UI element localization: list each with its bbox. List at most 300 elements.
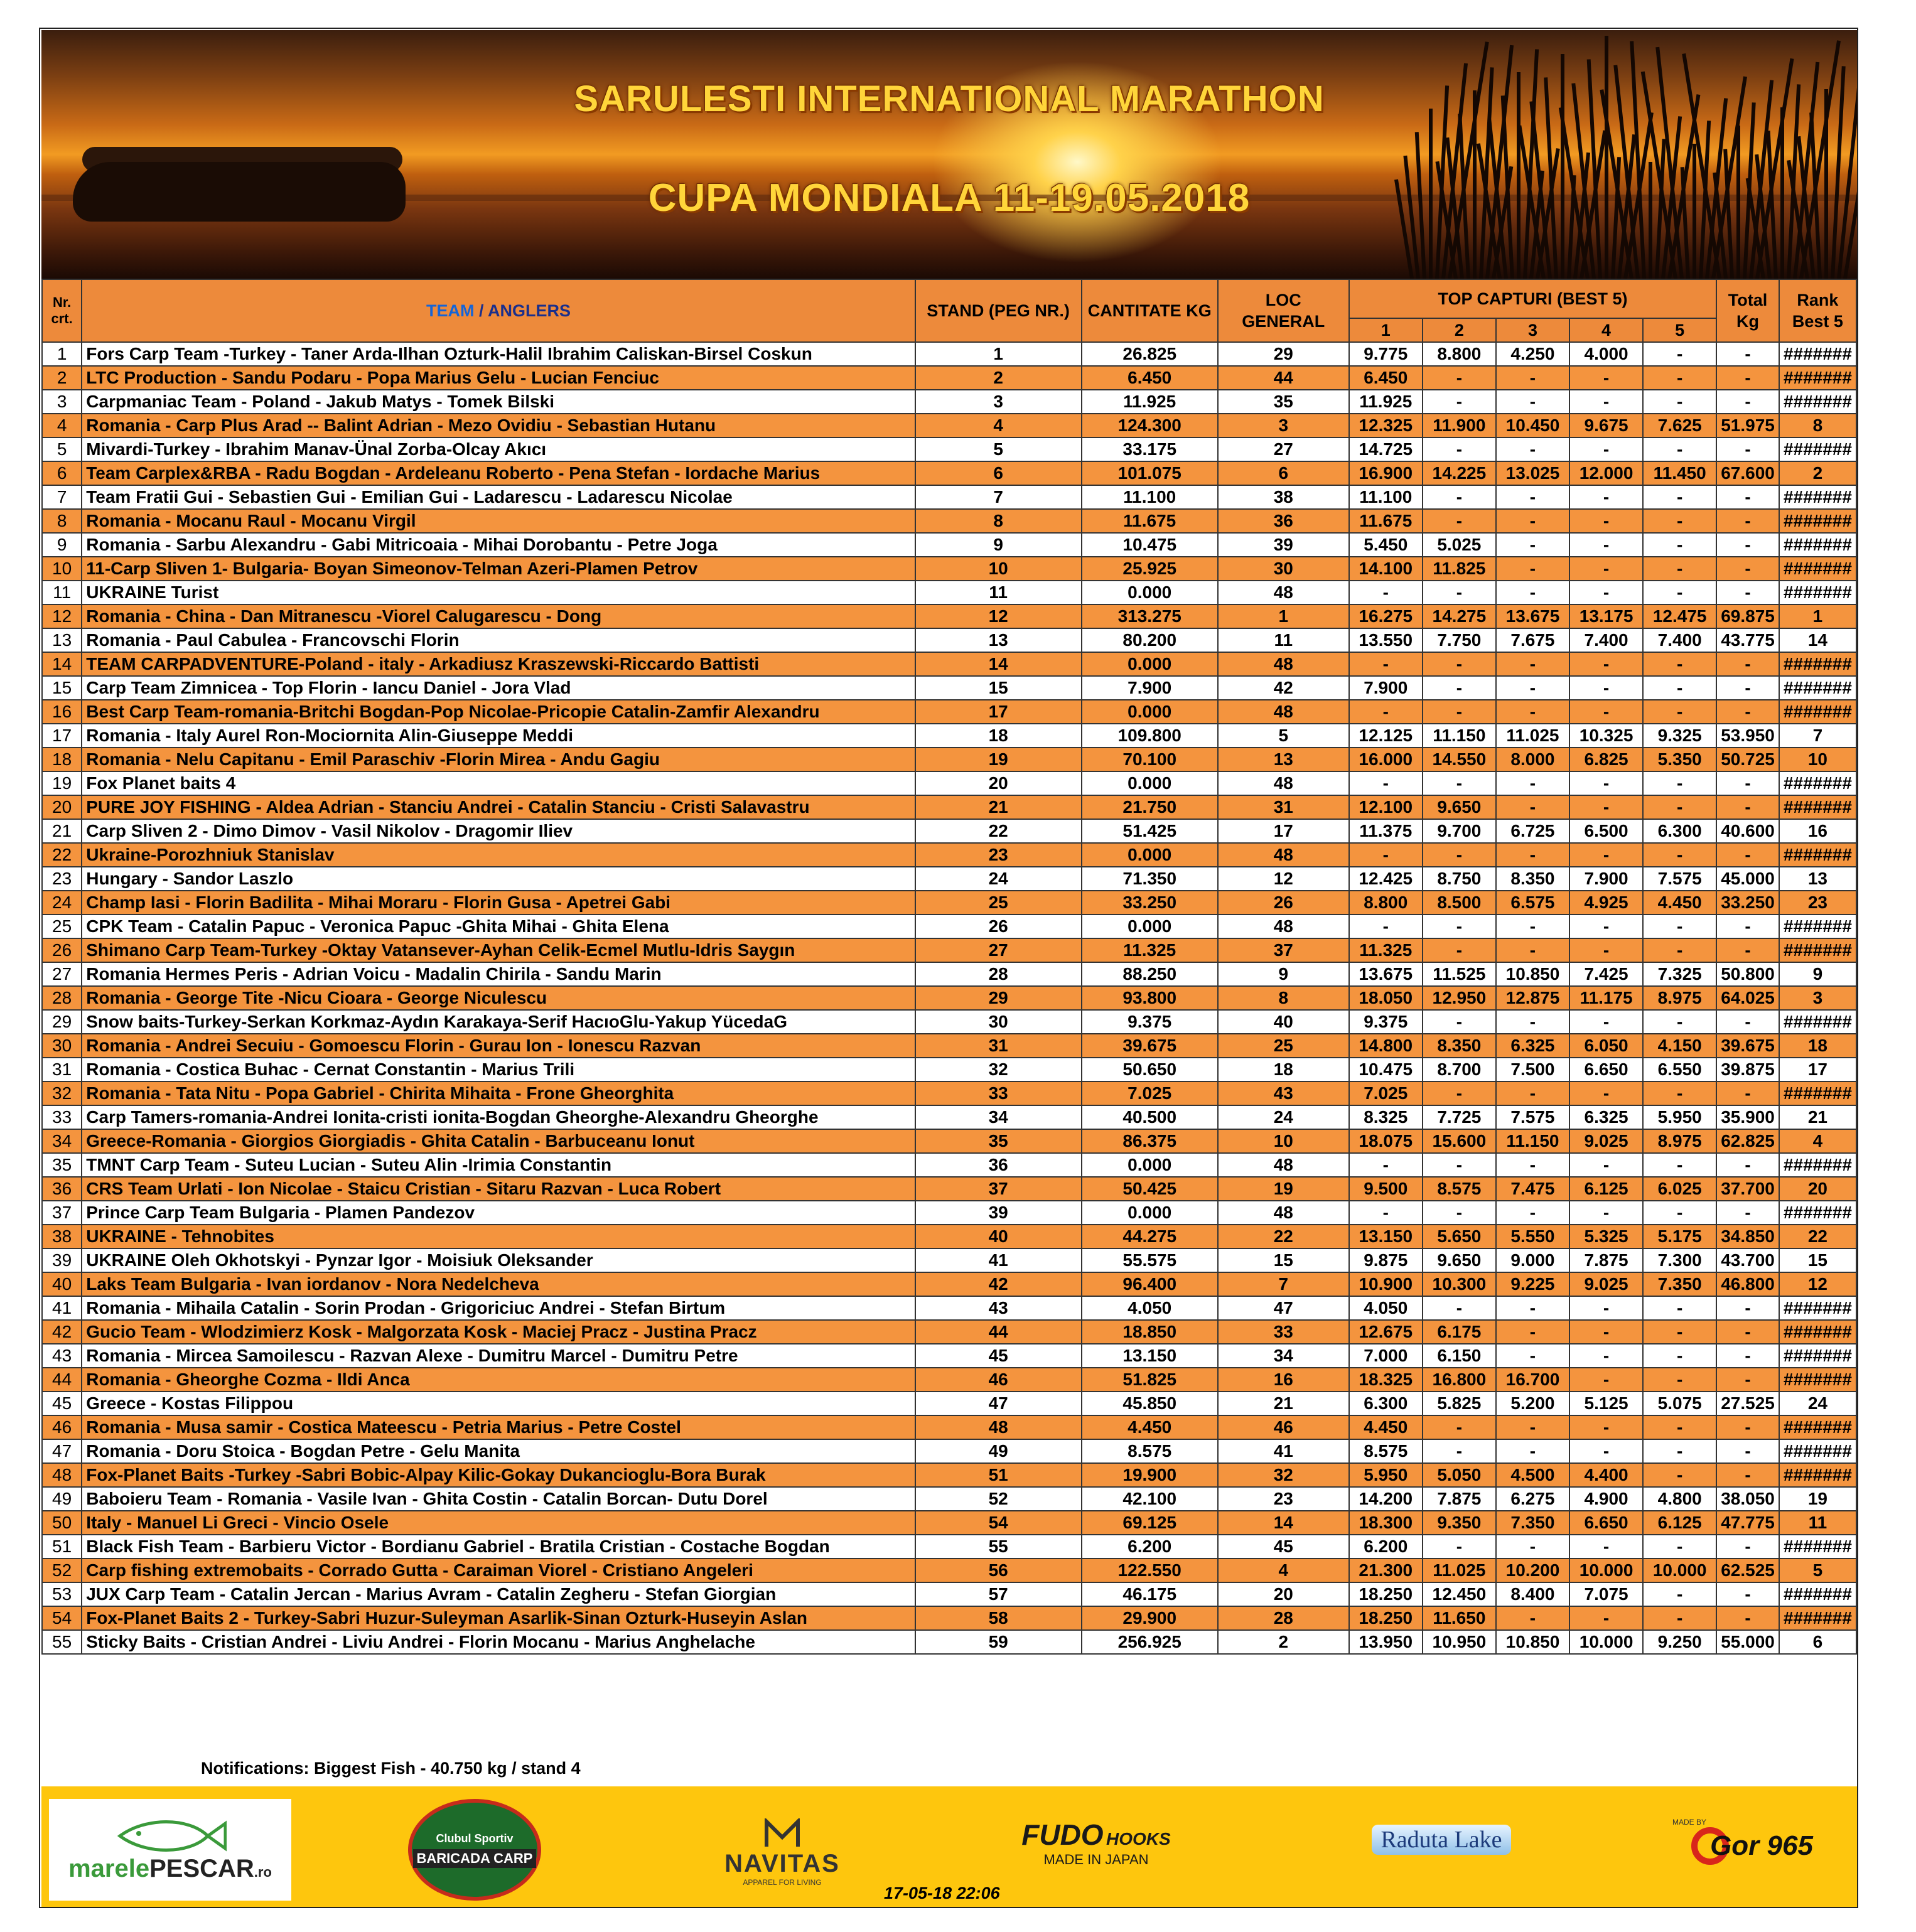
catch-2-cell: 8.800 bbox=[1423, 342, 1496, 366]
fish-icon bbox=[114, 1817, 227, 1855]
catch-3-cell: 11.025 bbox=[1496, 724, 1569, 748]
catch-5-cell: - bbox=[1643, 795, 1716, 819]
catch-3-cell: 10.200 bbox=[1496, 1559, 1569, 1582]
banner-image bbox=[41, 30, 1857, 279]
total-kg-cell: - bbox=[1716, 1153, 1779, 1177]
catch-1-cell: - bbox=[1349, 771, 1423, 795]
catch-5-cell: - bbox=[1643, 938, 1716, 962]
table-row bbox=[42, 557, 1856, 581]
table-row bbox=[42, 795, 1856, 819]
cantitate-cell: 0.000 bbox=[1082, 915, 1218, 938]
catch-1-cell: 13.675 bbox=[1349, 962, 1423, 986]
row-number-cell: 1 bbox=[42, 342, 82, 366]
rank-best5-cell: 22 bbox=[1779, 1225, 1856, 1248]
table-row bbox=[42, 390, 1856, 414]
team-name-cell: Carp Team Zimnicea - Top Florin - Iancu Daniel - Jora Vlad bbox=[82, 676, 915, 700]
catch-2-cell: 9.700 bbox=[1423, 819, 1496, 843]
loc-general-cell: 12 bbox=[1218, 867, 1349, 891]
loc-general-cell: 48 bbox=[1218, 915, 1349, 938]
catch-4-cell: - bbox=[1569, 676, 1643, 700]
stand-cell: 52 bbox=[915, 1487, 1082, 1511]
catch-1-cell: 7.900 bbox=[1349, 676, 1423, 700]
row-number-cell: 27 bbox=[42, 962, 82, 986]
cantitate-cell: 122.550 bbox=[1082, 1559, 1218, 1582]
stand-cell: 22 bbox=[915, 819, 1082, 843]
stand-cell: 37 bbox=[915, 1177, 1082, 1201]
team-name-cell: Romania - Costica Buhac - Cernat Constantin - Marius Trili bbox=[82, 1058, 915, 1081]
loc-general-cell: 45 bbox=[1218, 1535, 1349, 1559]
total-kg-cell: 37.700 bbox=[1716, 1177, 1779, 1201]
header-team bbox=[82, 279, 915, 342]
catch-4-cell: - bbox=[1569, 771, 1643, 795]
team-name-cell: Romania - Musa samir - Costica Mateescu - Petria Marius - Petre Costel bbox=[82, 1415, 915, 1439]
loc-general-cell: 27 bbox=[1218, 437, 1349, 461]
table-row bbox=[42, 1392, 1856, 1415]
catch-1-cell: 8.325 bbox=[1349, 1105, 1423, 1129]
total-kg-cell: - bbox=[1716, 581, 1779, 604]
catch-3-cell: 6.275 bbox=[1496, 1487, 1569, 1511]
total-kg-cell: - bbox=[1716, 676, 1779, 700]
catch-5-cell: - bbox=[1643, 1582, 1716, 1606]
catch-4-cell: 10.000 bbox=[1569, 1630, 1643, 1654]
header-anglers-word: / ANGLERS bbox=[474, 301, 571, 320]
catch-5-cell: - bbox=[1643, 485, 1716, 509]
catch-2-cell: 7.875 bbox=[1423, 1487, 1496, 1511]
catch-1-cell: 16.900 bbox=[1349, 461, 1423, 485]
catch-5-cell: - bbox=[1643, 1463, 1716, 1487]
catch-3-cell: - bbox=[1496, 795, 1569, 819]
rank-best5-cell: ####### bbox=[1779, 1415, 1856, 1439]
team-name-cell: Romania - Gheorghe Cozma - Ildi Anca bbox=[82, 1368, 915, 1392]
catch-1-cell: 4.050 bbox=[1349, 1296, 1423, 1320]
team-name-cell: Black Fish Team - Barbieru Victor - Bordianu Gabriel - Bratila Cristian - Costache Bogdan bbox=[82, 1535, 915, 1559]
table-row bbox=[42, 962, 1856, 986]
loc-general-cell: 32 bbox=[1218, 1463, 1349, 1487]
catch-2-cell: - bbox=[1423, 1081, 1496, 1105]
loc-general-cell: 40 bbox=[1218, 1010, 1349, 1034]
catch-2-cell: - bbox=[1423, 390, 1496, 414]
team-name-cell: Fox-Planet Baits -Turkey -Sabri Bobic-Alpay Kilic-Gokay Dukancioglu-Bora Burak bbox=[82, 1463, 915, 1487]
team-name-cell: Best Carp Team-romania-Britchi Bogdan-Pop Nicolae-Pricopie Catalin-Zamfir Alexandru bbox=[82, 700, 915, 724]
header-catch-1: 1 bbox=[1349, 318, 1423, 342]
catch-2-cell: - bbox=[1423, 915, 1496, 938]
total-kg-cell: 39.875 bbox=[1716, 1058, 1779, 1081]
table-row bbox=[42, 1225, 1856, 1248]
stand-cell: 28 bbox=[915, 962, 1082, 986]
catch-3-cell: 7.500 bbox=[1496, 1058, 1569, 1081]
table-row bbox=[42, 1058, 1856, 1081]
row-number-cell: 11 bbox=[42, 581, 82, 604]
stand-cell: 15 bbox=[915, 676, 1082, 700]
cantitate-cell: 93.800 bbox=[1082, 986, 1218, 1010]
total-kg-cell: - bbox=[1716, 1368, 1779, 1392]
catch-3-cell: 4.250 bbox=[1496, 342, 1569, 366]
catch-2-cell: - bbox=[1423, 938, 1496, 962]
catch-5-cell: - bbox=[1643, 1439, 1716, 1463]
cantitate-cell: 6.200 bbox=[1082, 1535, 1218, 1559]
stand-cell: 35 bbox=[915, 1129, 1082, 1153]
cantitate-cell: 96.400 bbox=[1082, 1272, 1218, 1296]
catch-1-cell: 14.725 bbox=[1349, 437, 1423, 461]
catch-4-cell: 9.025 bbox=[1569, 1272, 1643, 1296]
rank-best5-cell: 5 bbox=[1779, 1559, 1856, 1582]
stand-cell: 48 bbox=[915, 1415, 1082, 1439]
total-kg-cell: - bbox=[1716, 342, 1779, 366]
rank-best5-cell: 20 bbox=[1779, 1177, 1856, 1201]
team-name-cell: LTC Production - Sandu Podaru - Popa Marius Gelu - Lucian Fenciuc bbox=[82, 366, 915, 390]
catch-3-cell: 13.025 bbox=[1496, 461, 1569, 485]
rank-best5-cell: ####### bbox=[1779, 1368, 1856, 1392]
catch-3-cell: - bbox=[1496, 1415, 1569, 1439]
rank-best5-cell: 1 bbox=[1779, 604, 1856, 628]
table-row bbox=[42, 986, 1856, 1010]
row-number-cell: 31 bbox=[42, 1058, 82, 1081]
stand-cell: 13 bbox=[915, 628, 1082, 652]
catch-4-cell: 5.325 bbox=[1569, 1225, 1643, 1248]
row-number-cell: 6 bbox=[42, 461, 82, 485]
catch-3-cell: - bbox=[1496, 1010, 1569, 1034]
team-name-cell: UKRAINE Turist bbox=[82, 581, 915, 604]
stand-cell: 17 bbox=[915, 700, 1082, 724]
stand-cell: 34 bbox=[915, 1105, 1082, 1129]
total-kg-cell: 62.825 bbox=[1716, 1129, 1779, 1153]
catch-5-cell: - bbox=[1643, 1368, 1716, 1392]
team-name-cell: Carp fishing extremobaits - Corrado Gutta - Caraiman Viorel - Cristiano Angeleri bbox=[82, 1559, 915, 1582]
catch-3-cell: 9.000 bbox=[1496, 1248, 1569, 1272]
stand-cell: 30 bbox=[915, 1010, 1082, 1034]
catch-4-cell: - bbox=[1569, 1296, 1643, 1320]
loc-general-cell: 6 bbox=[1218, 461, 1349, 485]
stand-cell: 43 bbox=[915, 1296, 1082, 1320]
stand-cell: 42 bbox=[915, 1272, 1082, 1296]
table-row bbox=[42, 461, 1856, 485]
catch-4-cell: - bbox=[1569, 390, 1643, 414]
catch-1-cell: 5.950 bbox=[1349, 1463, 1423, 1487]
row-number-cell: 45 bbox=[42, 1392, 82, 1415]
catch-2-cell: 12.950 bbox=[1423, 986, 1496, 1010]
catch-3-cell: 6.575 bbox=[1496, 891, 1569, 915]
catch-2-cell: 8.575 bbox=[1423, 1177, 1496, 1201]
cantitate-cell: 80.200 bbox=[1082, 628, 1218, 652]
catch-4-cell: - bbox=[1569, 1368, 1643, 1392]
stand-cell: 8 bbox=[915, 509, 1082, 533]
catch-3-cell: 8.350 bbox=[1496, 867, 1569, 891]
rank-best5-cell: 21 bbox=[1779, 1105, 1856, 1129]
stand-cell: 6 bbox=[915, 461, 1082, 485]
catch-2-cell: 7.750 bbox=[1423, 628, 1496, 652]
catch-1-cell: 18.075 bbox=[1349, 1129, 1423, 1153]
catch-4-cell: 6.325 bbox=[1569, 1105, 1643, 1129]
loc-general-cell: 30 bbox=[1218, 557, 1349, 581]
total-kg-cell: - bbox=[1716, 390, 1779, 414]
catch-2-cell: 8.500 bbox=[1423, 891, 1496, 915]
catch-5-cell: 7.575 bbox=[1643, 867, 1716, 891]
cantitate-cell: 40.500 bbox=[1082, 1105, 1218, 1129]
catch-5-cell: 4.450 bbox=[1643, 891, 1716, 915]
catch-1-cell: 12.125 bbox=[1349, 724, 1423, 748]
row-number-cell: 7 bbox=[42, 485, 82, 509]
table-row bbox=[42, 485, 1856, 509]
total-kg-cell: 46.800 bbox=[1716, 1272, 1779, 1296]
catch-4-cell: 6.050 bbox=[1569, 1034, 1643, 1058]
navitas-mark-icon bbox=[763, 1818, 801, 1850]
table-row bbox=[42, 700, 1856, 724]
catch-2-cell: 11.825 bbox=[1423, 557, 1496, 581]
loc-general-cell: 21 bbox=[1218, 1392, 1349, 1415]
team-name-cell: Mivardi-Turkey - Ibrahim Manav-Ünal Zorba-Olcay Akıcı bbox=[82, 437, 915, 461]
catch-5-cell: 8.975 bbox=[1643, 1129, 1716, 1153]
catch-4-cell: 7.875 bbox=[1569, 1248, 1643, 1272]
catch-2-cell: 8.350 bbox=[1423, 1034, 1496, 1058]
catch-2-cell: - bbox=[1423, 1535, 1496, 1559]
row-number-cell: 30 bbox=[42, 1034, 82, 1058]
row-number-cell: 48 bbox=[42, 1463, 82, 1487]
team-name-cell: Romania - Paul Cabulea - Francovschi Florin bbox=[82, 628, 915, 652]
catch-5-cell: 9.250 bbox=[1643, 1630, 1716, 1654]
cantitate-cell: 256.925 bbox=[1082, 1630, 1218, 1654]
row-number-cell: 8 bbox=[42, 509, 82, 533]
stand-cell: 5 bbox=[915, 437, 1082, 461]
catch-2-cell: 14.550 bbox=[1423, 748, 1496, 771]
row-number-cell: 33 bbox=[42, 1105, 82, 1129]
team-name-cell: Romania - Carp Plus Arad -- Balint Adrian - Mezo Ovidiu - Sebastian Hutanu bbox=[82, 414, 915, 437]
stand-cell: 19 bbox=[915, 748, 1082, 771]
loc-general-cell: 13 bbox=[1218, 748, 1349, 771]
total-kg-cell: - bbox=[1716, 771, 1779, 795]
cantitate-cell: 44.275 bbox=[1082, 1225, 1218, 1248]
catch-4-cell: 10.325 bbox=[1569, 724, 1643, 748]
total-kg-cell: - bbox=[1716, 533, 1779, 557]
total-kg-cell: 51.975 bbox=[1716, 414, 1779, 437]
cantitate-cell: 29.900 bbox=[1082, 1606, 1218, 1630]
loc-general-cell: 48 bbox=[1218, 1201, 1349, 1225]
table-row bbox=[42, 1439, 1856, 1463]
loc-general-cell: 11 bbox=[1218, 628, 1349, 652]
cantitate-cell: 4.050 bbox=[1082, 1296, 1218, 1320]
catch-5-cell: - bbox=[1643, 1081, 1716, 1105]
row-number-cell: 51 bbox=[42, 1535, 82, 1559]
catch-4-cell: 6.825 bbox=[1569, 748, 1643, 771]
rank-best5-cell: ####### bbox=[1779, 342, 1856, 366]
rank-best5-cell: ####### bbox=[1779, 390, 1856, 414]
cantitate-cell: 10.475 bbox=[1082, 533, 1218, 557]
catch-1-cell: 10.475 bbox=[1349, 1058, 1423, 1081]
catch-3-cell: 6.325 bbox=[1496, 1034, 1569, 1058]
row-number-cell: 41 bbox=[42, 1296, 82, 1320]
catch-3-cell: 4.500 bbox=[1496, 1463, 1569, 1487]
baricada-club-text: Clubul Sportiv bbox=[436, 1832, 514, 1845]
fudo-tagline: MADE IN JAPAN bbox=[1043, 1852, 1149, 1867]
catch-1-cell: 18.300 bbox=[1349, 1511, 1423, 1535]
catch-4-cell: 4.000 bbox=[1569, 342, 1643, 366]
catch-3-cell: 7.350 bbox=[1496, 1511, 1569, 1535]
team-name-cell: Champ Iasi - Florin Badilita - Mihai Moraru - Florin Gusa - Apetrei Gabi bbox=[82, 891, 915, 915]
results-table bbox=[41, 279, 1857, 1655]
team-name-cell: Fox-Planet Baits 2 - Turkey-Sabri Huzur-Suleyman Asarlik-Sinan Ozturk-Huseyin Aslan bbox=[82, 1606, 915, 1630]
catch-4-cell: - bbox=[1569, 1201, 1643, 1225]
cantitate-cell: 7.900 bbox=[1082, 676, 1218, 700]
catch-5-cell: 5.175 bbox=[1643, 1225, 1716, 1248]
team-name-cell: Sticky Baits - Cristian Andrei - Liviu Andrei - Florin Mocanu - Marius Anghelache bbox=[82, 1630, 915, 1654]
catch-3-cell: 12.875 bbox=[1496, 986, 1569, 1010]
stand-cell: 10 bbox=[915, 557, 1082, 581]
catch-3-cell: - bbox=[1496, 1296, 1569, 1320]
table-row bbox=[42, 1034, 1856, 1058]
rank-best5-cell: ####### bbox=[1779, 1010, 1856, 1034]
catch-1-cell: 16.275 bbox=[1349, 604, 1423, 628]
catch-3-cell: - bbox=[1496, 1153, 1569, 1177]
table-row bbox=[42, 1582, 1856, 1606]
loc-general-cell: 47 bbox=[1218, 1296, 1349, 1320]
stand-cell: 45 bbox=[915, 1344, 1082, 1368]
catch-4-cell: 9.675 bbox=[1569, 414, 1643, 437]
navitas-name: NAVITAS bbox=[724, 1849, 840, 1877]
catch-5-cell: - bbox=[1643, 342, 1716, 366]
cantitate-cell: 26.825 bbox=[1082, 342, 1218, 366]
catch-1-cell: 12.425 bbox=[1349, 867, 1423, 891]
catch-3-cell: - bbox=[1496, 915, 1569, 938]
catch-1-cell: 11.375 bbox=[1349, 819, 1423, 843]
table-row bbox=[42, 771, 1856, 795]
catch-2-cell: 8.750 bbox=[1423, 867, 1496, 891]
header-team-word: TEAM bbox=[426, 301, 475, 320]
cantitate-cell: 50.425 bbox=[1082, 1177, 1218, 1201]
table-row bbox=[42, 1105, 1856, 1129]
cantitate-cell: 71.350 bbox=[1082, 867, 1218, 891]
rank-best5-cell: 23 bbox=[1779, 891, 1856, 915]
catch-2-cell: 11.150 bbox=[1423, 724, 1496, 748]
catch-3-cell: - bbox=[1496, 437, 1569, 461]
rank-best5-cell: 10 bbox=[1779, 748, 1856, 771]
stand-cell: 44 bbox=[915, 1320, 1082, 1344]
total-kg-cell: 34.850 bbox=[1716, 1225, 1779, 1248]
rank-best5-cell: 2 bbox=[1779, 461, 1856, 485]
table-row bbox=[42, 938, 1856, 962]
team-name-cell: TMNT Carp Team - Suteu Lucian - Suteu Alin -Irimia Constantin bbox=[82, 1153, 915, 1177]
event-subtitle: CUPA MONDIALA 11-19.05.2018 bbox=[648, 176, 1251, 220]
rank-best5-cell: ####### bbox=[1779, 700, 1856, 724]
team-name-cell: Gucio Team - Wlodzimierz Kosk - Malgorzata Kosk - Maciej Pracz - Justina Pracz bbox=[82, 1320, 915, 1344]
cantitate-cell: 11.925 bbox=[1082, 390, 1218, 414]
total-kg-cell: - bbox=[1716, 938, 1779, 962]
catch-4-cell: 4.925 bbox=[1569, 891, 1643, 915]
catch-1-cell: 13.950 bbox=[1349, 1630, 1423, 1654]
catch-3-cell: 8.400 bbox=[1496, 1582, 1569, 1606]
loc-general-cell: 31 bbox=[1218, 795, 1349, 819]
total-kg-cell: - bbox=[1716, 1201, 1779, 1225]
team-name-cell: Laks Team Bulgaria - Ivan iordanov - Nora Nedelcheva bbox=[82, 1272, 915, 1296]
catch-4-cell: 6.650 bbox=[1569, 1511, 1643, 1535]
rank-best5-cell: ####### bbox=[1779, 1582, 1856, 1606]
catch-2-cell: 14.225 bbox=[1423, 461, 1496, 485]
total-kg-cell: 55.000 bbox=[1716, 1630, 1779, 1654]
table-row bbox=[42, 1010, 1856, 1034]
catch-2-cell: - bbox=[1423, 1439, 1496, 1463]
loc-general-cell: 38 bbox=[1218, 485, 1349, 509]
cantitate-cell: 109.800 bbox=[1082, 724, 1218, 748]
stand-cell: 11 bbox=[915, 581, 1082, 604]
table-row bbox=[42, 533, 1856, 557]
team-name-cell: Romania - Nelu Capitanu - Emil Paraschiv -Florin Mirea - Andu Gagiu bbox=[82, 748, 915, 771]
loc-general-cell: 14 bbox=[1218, 1511, 1349, 1535]
team-name-cell: Romania - Andrei Secuiu - Gomoescu Florin - Gurau Ion - Ionescu Razvan bbox=[82, 1034, 915, 1058]
catch-2-cell: - bbox=[1423, 485, 1496, 509]
catch-1-cell: - bbox=[1349, 581, 1423, 604]
row-number-cell: 20 bbox=[42, 795, 82, 819]
cantitate-cell: 51.425 bbox=[1082, 819, 1218, 843]
rank-best5-cell: ####### bbox=[1779, 915, 1856, 938]
total-kg-cell: - bbox=[1716, 509, 1779, 533]
rank-best5-cell: ####### bbox=[1779, 366, 1856, 390]
cantitate-cell: 46.175 bbox=[1082, 1582, 1218, 1606]
catch-5-cell: 5.075 bbox=[1643, 1392, 1716, 1415]
catch-3-cell: - bbox=[1496, 676, 1569, 700]
cantitate-cell: 70.100 bbox=[1082, 748, 1218, 771]
catch-5-cell: - bbox=[1643, 843, 1716, 867]
catch-2-cell: 7.725 bbox=[1423, 1105, 1496, 1129]
cantitate-cell: 313.275 bbox=[1082, 604, 1218, 628]
cantitate-cell: 33.250 bbox=[1082, 891, 1218, 915]
table-row bbox=[42, 724, 1856, 748]
print-timestamp: 17-05-18 22:06 bbox=[884, 1884, 1000, 1902]
loc-general-cell: 16 bbox=[1218, 1368, 1349, 1392]
catch-1-cell: 9.875 bbox=[1349, 1248, 1423, 1272]
loc-general-cell: 42 bbox=[1218, 676, 1349, 700]
cantitate-cell: 11.100 bbox=[1082, 485, 1218, 509]
row-number-cell: 2 bbox=[42, 366, 82, 390]
catch-2-cell: - bbox=[1423, 700, 1496, 724]
catch-4-cell: - bbox=[1569, 1535, 1643, 1559]
catch-1-cell: 10.900 bbox=[1349, 1272, 1423, 1296]
catch-4-cell: 4.900 bbox=[1569, 1487, 1643, 1511]
total-kg-cell: - bbox=[1716, 557, 1779, 581]
table-row bbox=[42, 1415, 1856, 1439]
total-kg-cell: 33.250 bbox=[1716, 891, 1779, 915]
total-kg-cell: - bbox=[1716, 843, 1779, 867]
table-row bbox=[42, 342, 1856, 366]
catch-5-cell: 9.325 bbox=[1643, 724, 1716, 748]
raduta-lake-logo bbox=[1335, 1818, 1548, 1862]
catch-1-cell: 11.925 bbox=[1349, 390, 1423, 414]
catch-1-cell: 12.100 bbox=[1349, 795, 1423, 819]
rank-best5-cell: ####### bbox=[1779, 843, 1856, 867]
catch-3-cell: 5.200 bbox=[1496, 1392, 1569, 1415]
row-number-cell: 44 bbox=[42, 1368, 82, 1392]
catch-3-cell: 7.575 bbox=[1496, 1105, 1569, 1129]
loc-general-cell: 4 bbox=[1218, 1559, 1349, 1582]
team-name-cell: Romania - Mircea Samoilescu - Razvan Alexe - Dumitru Marcel - Dumitru Petre bbox=[82, 1344, 915, 1368]
catch-2-cell: - bbox=[1423, 509, 1496, 533]
catch-2-cell: 9.350 bbox=[1423, 1511, 1496, 1535]
catch-2-cell: 12.450 bbox=[1423, 1582, 1496, 1606]
catch-5-cell: - bbox=[1643, 1153, 1716, 1177]
team-name-cell: Snow baits-Turkey-Serkan Korkmaz-Aydın Karakaya-Serif HacıoGlu-Yakup YücedaG bbox=[82, 1010, 915, 1034]
table-row bbox=[42, 652, 1856, 676]
catch-2-cell: 10.300 bbox=[1423, 1272, 1496, 1296]
catch-4-cell: - bbox=[1569, 1344, 1643, 1368]
rank-best5-cell: 11 bbox=[1779, 1511, 1856, 1535]
table-row bbox=[42, 628, 1856, 652]
row-number-cell: 39 bbox=[42, 1248, 82, 1272]
table-row bbox=[42, 891, 1856, 915]
stand-cell: 36 bbox=[915, 1153, 1082, 1177]
catch-2-cell: 16.800 bbox=[1423, 1368, 1496, 1392]
rank-best5-cell: ####### bbox=[1779, 1296, 1856, 1320]
catch-1-cell: - bbox=[1349, 652, 1423, 676]
catch-1-cell: 13.550 bbox=[1349, 628, 1423, 652]
catch-1-cell: 6.450 bbox=[1349, 366, 1423, 390]
catch-5-cell: 6.025 bbox=[1643, 1177, 1716, 1201]
